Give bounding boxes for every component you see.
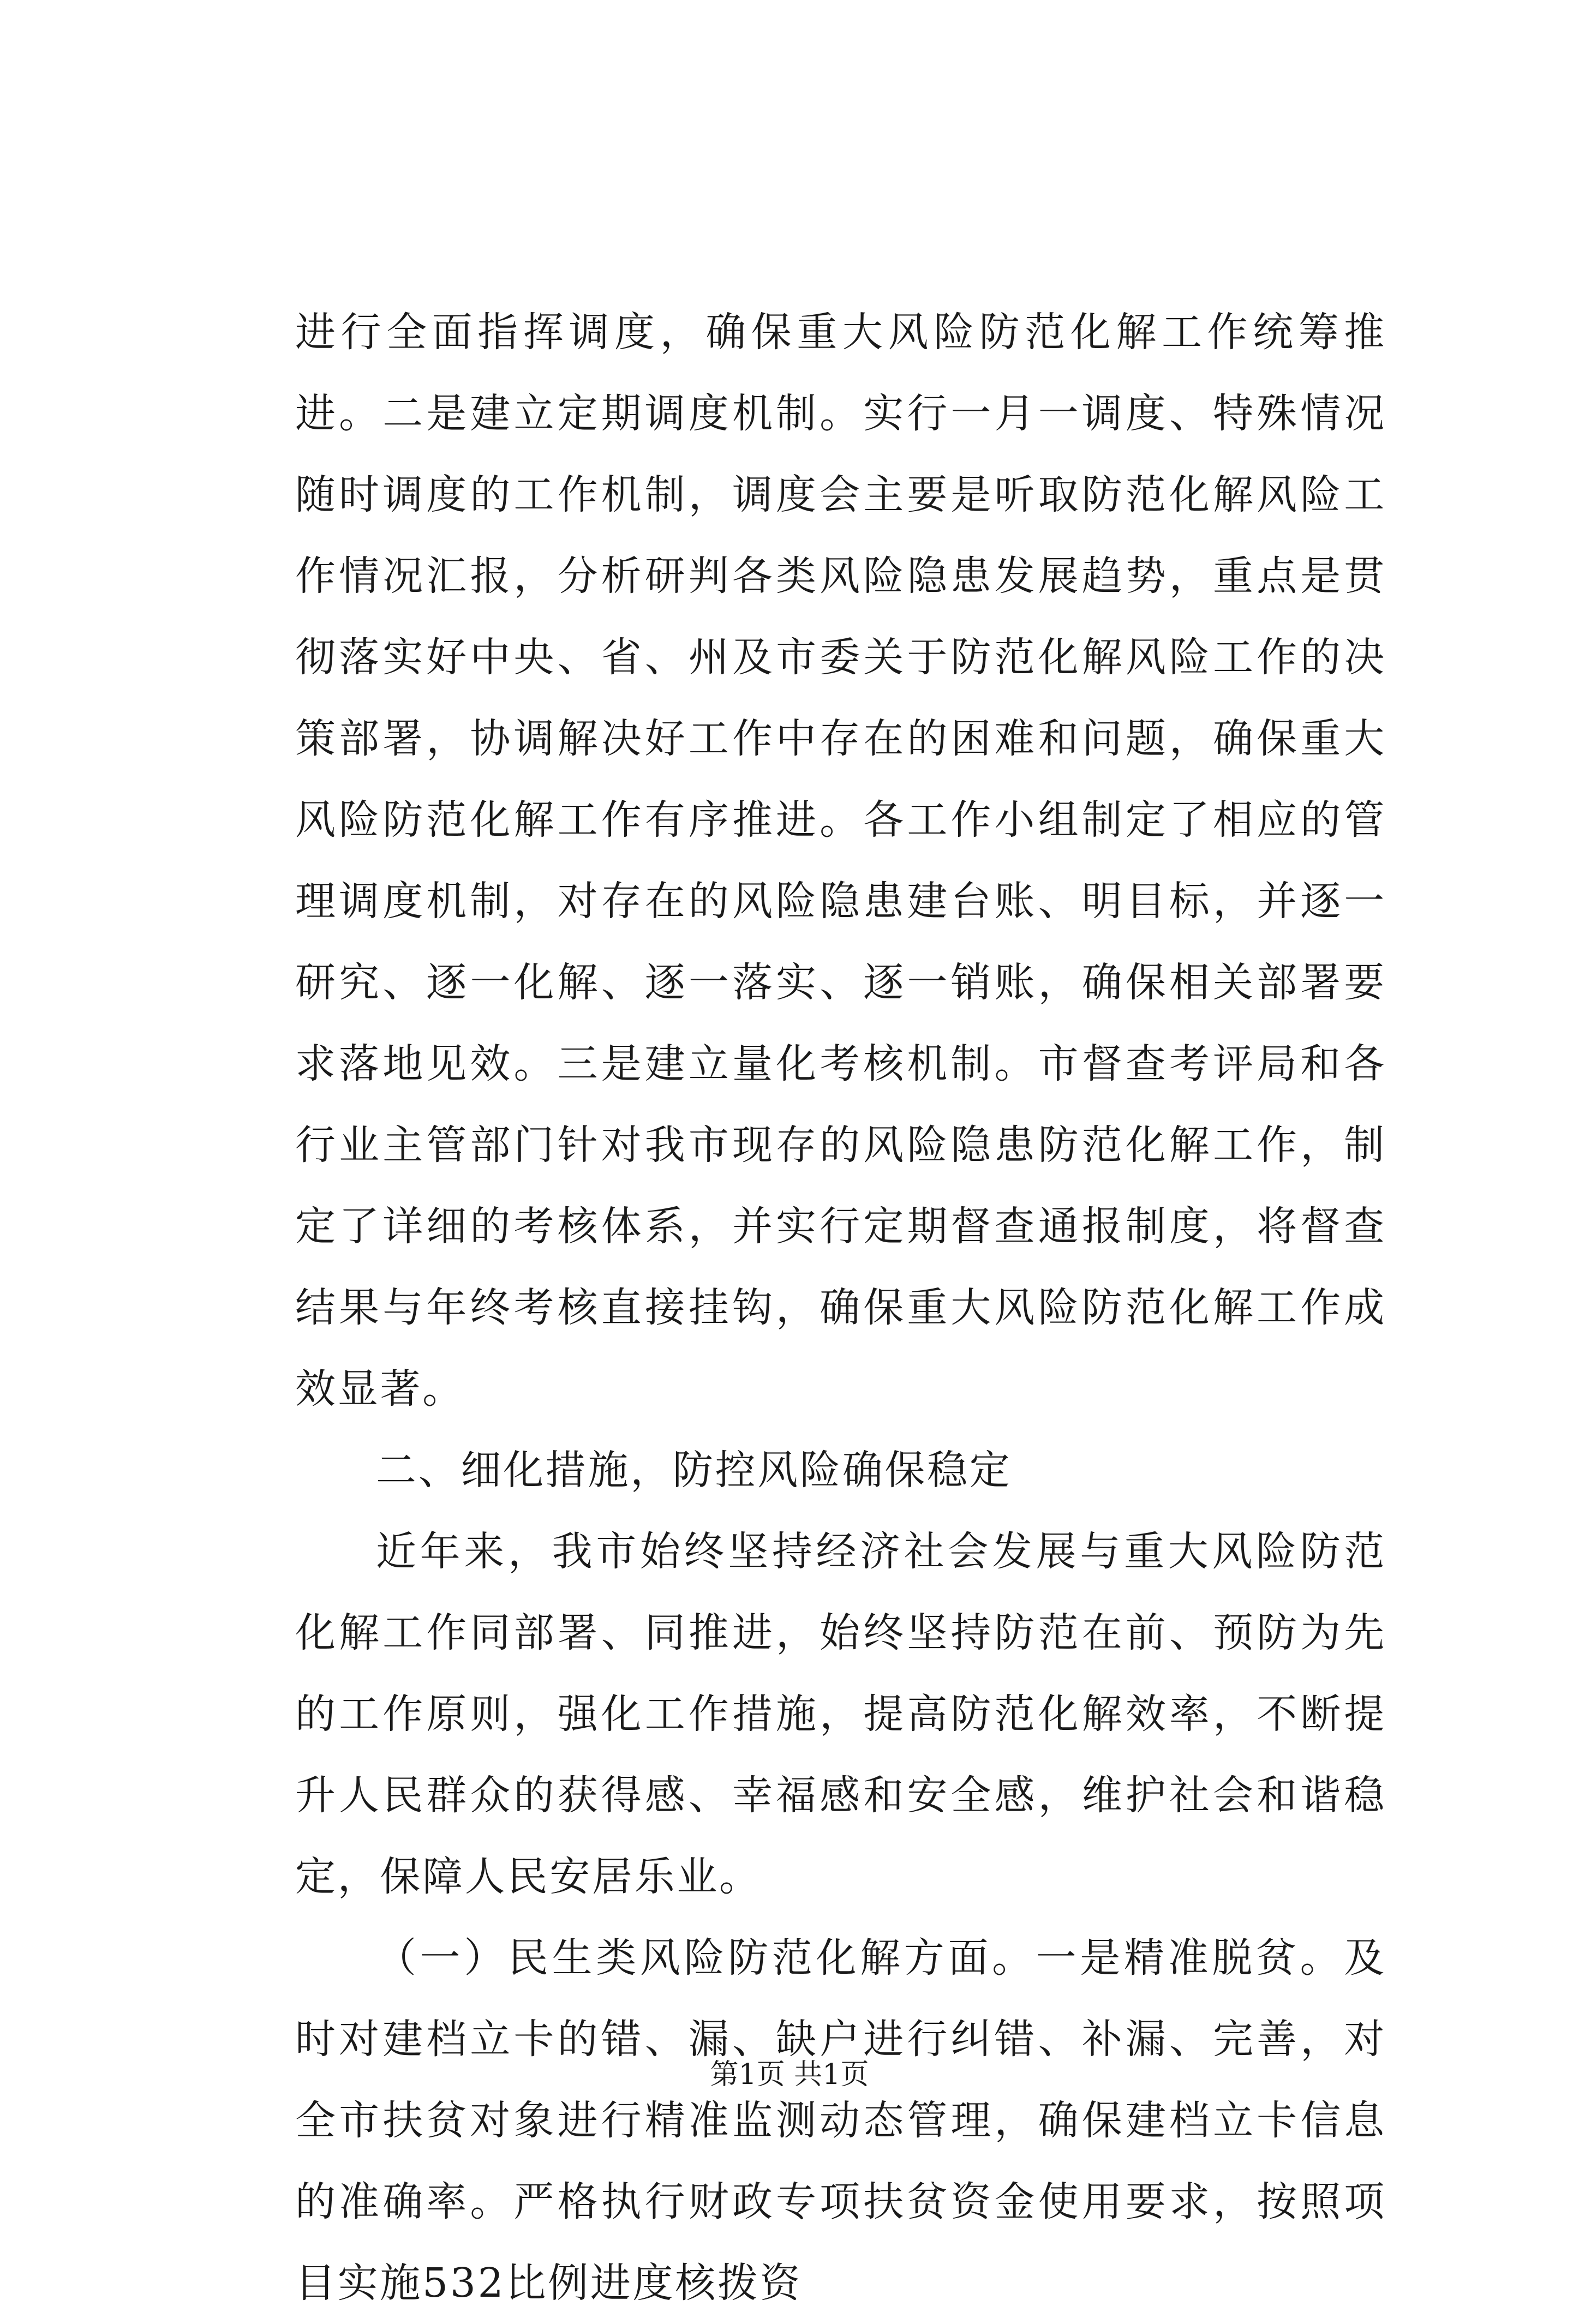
document-body xyxy=(295,292,1386,2324)
paragraph-livelihood: （一）民生类风险防范化解方面。一是精准脱贫。及时对建档立卡的错、漏、缺户进行纠错、补漏、完善，对全市扶贫对象进行精准监测动态管理，确保建档立卡信息的准确率。严格执行财政专项扶贫资金使用要求，按照项目实施532比例进度核拨资 xyxy=(295,1934,1386,2307)
page-footer: 第1页 共1页 xyxy=(710,2058,869,2091)
section-heading: 二、细化措施，防控风险确保稳定 xyxy=(376,1447,1012,1494)
paragraph-intro: 近年来，我市始终坚持经济社会发展与重大风险防范化解工作同部署、同推进，始终坚持防范在前、预防为先的工作原则，强化工作措施，提高防范化解效率，不断提升人民群众的获得感、幸福感和安全感，维护社会和谐稳定，保障人民安居乐业。 xyxy=(295,1528,1386,1900)
paragraph-continuation: 进行全面指挥调度，确保重大风险防范化解工作统筹推进。二是建立定期调度机制。实行一月一调度、特殊情况随时调度的工作机制，调度会主要是听取防范化解风险工作情况汇报，分析研判各类风险隐患发展趋势，重点是贯彻落实好中央、省、州及市委关于防范化解风险工作的决策部署，协调解决好工作中存在的困难和问题，确保重大风险防范化解工作有序推进。各工作小组制定了相应的管理调度机制，对存在的风险隐患建台账、明目标，并逐一研究、逐一化解、逐一落实、逐一销账，确保相关部署要求落地见效。三是建立量化考核机制。市督查考评局和各行业主管部门针对我市现存的风险隐患防范化解工作，制定了详细的考核体系，并实行定期督查通报制度，将督查结果与年终考核直接挂钩，确保重大风险防范化解工作成效显著。 xyxy=(295,309,1386,1412)
